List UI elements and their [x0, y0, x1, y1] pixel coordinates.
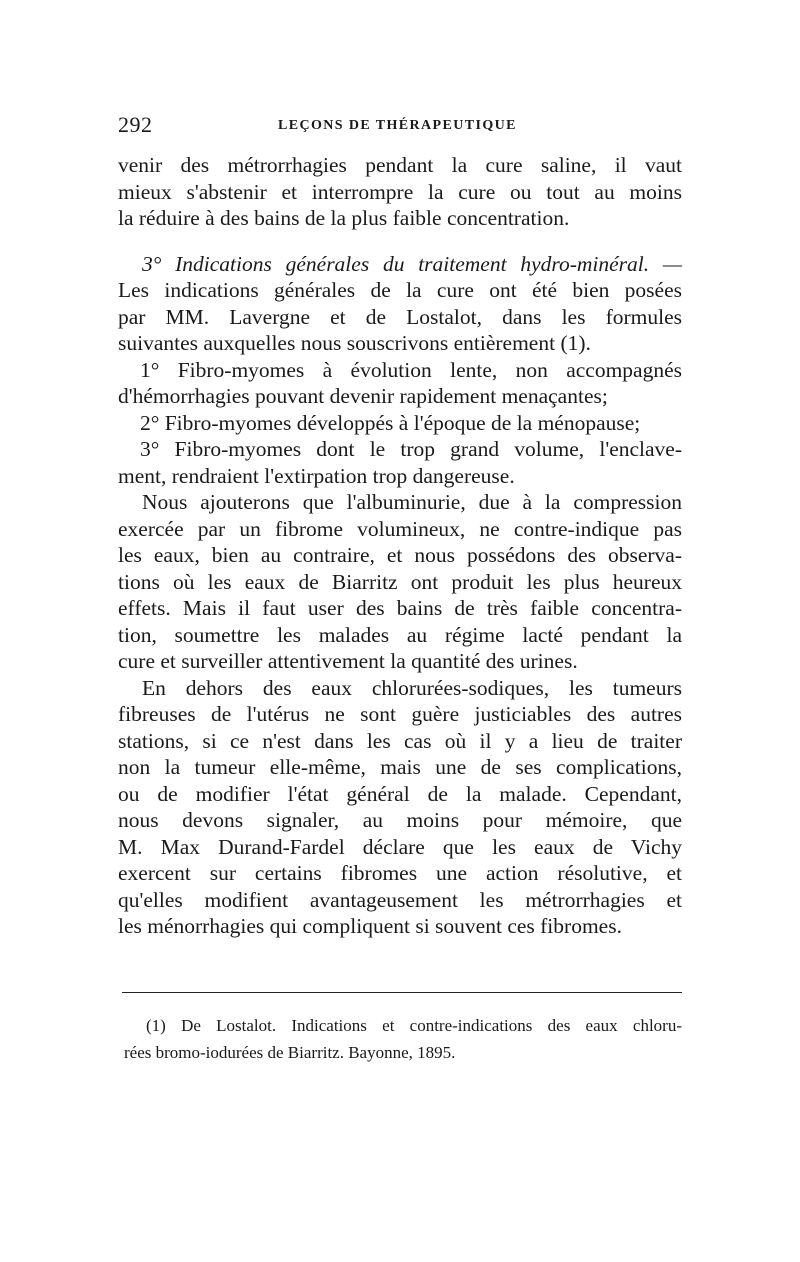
text-line: tions où les eaux de Biarritz ont produit les plus heureux	[118, 569, 682, 594]
section-heading-text: 3° Indications générales du traitement hydro-minéral. —	[142, 251, 682, 276]
list-item: 2° Fibro-myomes développés à l'époque de la ménopause;	[140, 410, 641, 435]
text-line: non la tumeur elle-même, mais une de ses complications,	[118, 755, 682, 779]
text-line: exercée par un fibrome volumineux, ne contre-indique pas	[118, 516, 682, 541]
text-line: ou de modifier l'état général de la malade. Cependant,	[118, 781, 682, 806]
list-item-continuation: d'hémorrhagies pouvant devenir rapidement menaçantes;	[118, 384, 608, 408]
footnote	[124, 1015, 682, 1068]
text-line: tion, soumettre les malades au régime lacté pendant la	[118, 622, 682, 647]
text-line: nous devons signaler, au moins pour mémoire, que	[118, 808, 682, 832]
text-line: par MM. Lavergne et de Lostalot, dans les formules	[118, 304, 682, 329]
text-line: qu'elles modifient avantageusement les métrorrhagies et	[118, 887, 682, 912]
text-line: Nous ajouterons que l'albuminurie, due à la compression	[142, 490, 682, 514]
body-text	[118, 152, 682, 940]
paragraph-1	[118, 152, 682, 232]
section-gap	[118, 232, 682, 251]
list-item: 3° Fibro-myomes dont le trop grand volume, l'enclave-	[140, 437, 682, 461]
text-line: les eaux, bien au contraire, et nous possédons des observa-	[118, 543, 682, 567]
page-header	[118, 112, 680, 142]
text-line: suivantes auxquelles nous souscrivons entièrement (1).	[118, 331, 591, 355]
footnote-line: (1) De Lostalot. Indications et contre-indications des eaux chloru-	[146, 1016, 682, 1035]
paragraph-3	[118, 675, 682, 940]
footnote-divider	[122, 992, 682, 993]
text-line: cure et surveiller attentivement la quantité des urines.	[118, 649, 578, 673]
text-line: mieux s'abstenir et interrompre la cure ou tout au moins	[118, 179, 682, 204]
text-line: M. Max Durand-Fardel déclare que les eaux de Vichy	[118, 834, 682, 859]
section-3	[118, 251, 682, 357]
running-title: LEÇONS DE THÉRAPEUTIQUE	[278, 118, 517, 133]
list-item: 1° Fibro-myomes à évolution lente, non accompagnés	[140, 357, 682, 382]
text-line: venir des métrorrhagies pendant la cure saline, il vaut	[118, 153, 682, 177]
text-line: les ménorrhagies qui compliquent si souvent ces fibromes.	[118, 914, 622, 938]
paragraph-2	[118, 489, 682, 675]
indication-list	[118, 357, 682, 490]
text-line: la réduire à des bains de la plus faible concentration.	[118, 206, 570, 230]
text-line: En dehors des eaux chlorurées-sodiques, les tumeurs	[142, 675, 682, 700]
text-line: exercent sur certains fibromes une action résolutive, et	[118, 861, 682, 885]
text-line: effets. Mais il faut user des bains de très faible concentra-	[118, 596, 682, 620]
footnote-line: rées bromo-iodurées de Biarritz. Bayonne, 1895.	[124, 1042, 456, 1062]
text-line: stations, si ce n'est dans les cas où il y a lieu de traiter	[118, 728, 682, 753]
text-line: Les indications générales de la cure ont été bien posées	[118, 278, 682, 302]
page-number: 292	[118, 112, 153, 137]
text-line: fibreuses de l'utérus ne sont guère justiciables des autres	[118, 702, 682, 726]
section-heading	[118, 251, 682, 278]
list-item-continuation: ment, rendraient l'extirpation trop dangereuse.	[118, 463, 515, 488]
